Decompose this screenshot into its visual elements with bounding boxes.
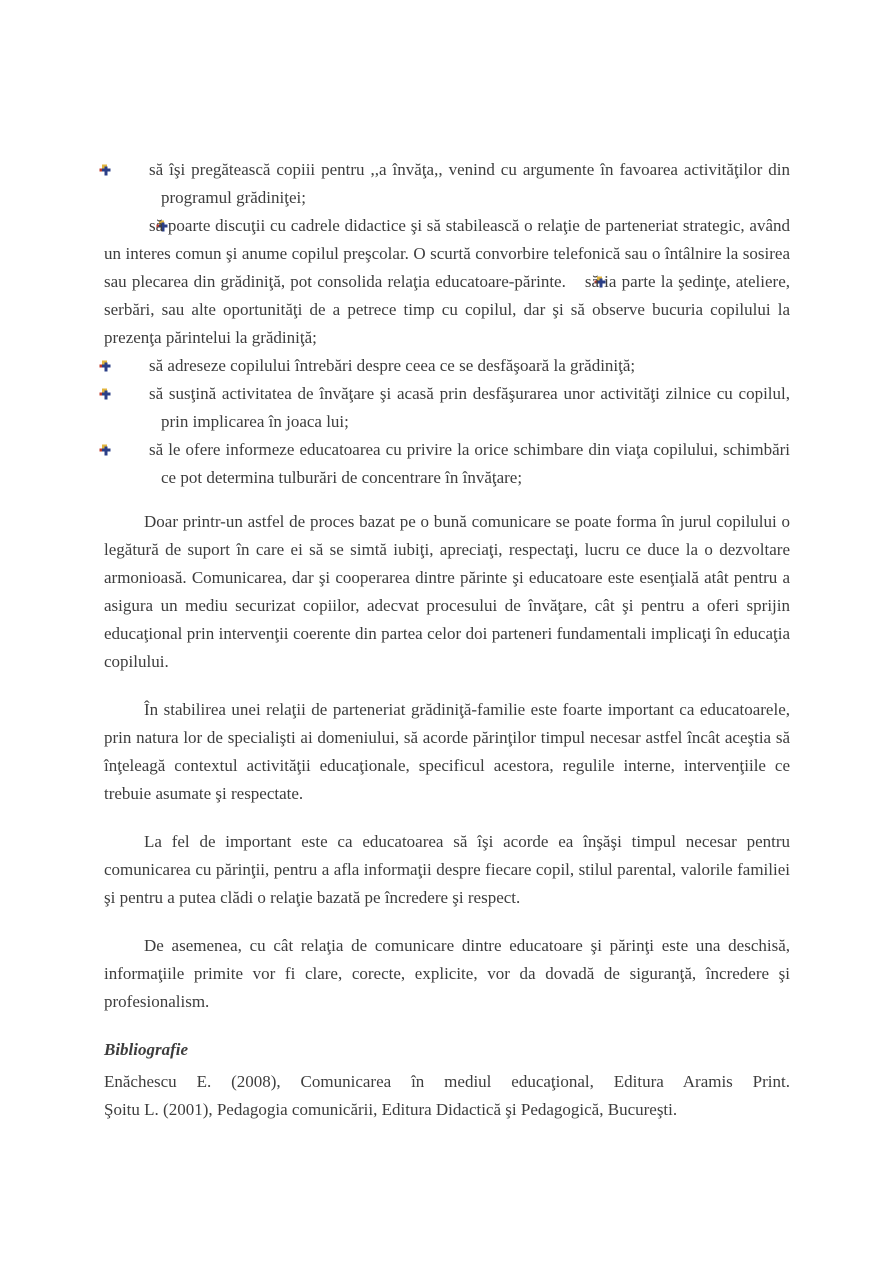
bullet-text: să îşi pregătească copiii pentru ,,a învăţa,, venind cu argumente în favoarea activităţilor din programul grădiniţei;: [149, 160, 790, 207]
bibliography-entry: Şoitu L. (2001), Pedagogia comunicării, Editura Didactică şi Pedagogică, Bucureşti.: [104, 1100, 678, 1119]
body-paragraph: La fel de important este ca educatoarea să îşi acorde ea înşăşi timpul necesar pentru comunicarea cu părinţii, pentru a afla informaţii despre fiecare copil, stilul parental, valorile familiei şi pentru a putea clădi o relaţie bazată pe încredere şi respect.: [104, 832, 790, 907]
colored-plus-bullet-icon: [130, 353, 142, 365]
colored-plus-bullet-icon: [130, 157, 142, 169]
bibliography-entry: Enăchescu E. (2008), Comunicarea în mediul educaţional, Editura Aramis Print.: [104, 1072, 790, 1091]
bullet-item: [104, 352, 790, 380]
colored-plus-bullet-icon: [568, 269, 580, 281]
bullet-item: [104, 380, 790, 436]
bullet-item: [104, 156, 790, 212]
bullet-item: [104, 212, 790, 352]
bullet-text: să poarte discuţii cu cadrele didactice şi să stabilească o relaţie de parteneriat strategic, având un interes comun şi anume copilul preşcolar. O scurtă convorbire telefonică sau o întâlnire la sosirea sau plecarea din grădiniţă, pot consolida relaţia educatoare-părinte.: [104, 216, 790, 291]
body-paragraph: Doar printr-un astfel de proces bazat pe o bună comunicare se poate forma în jurul copilului o legătură de suport în care ei să se simtă iubiţi, apreciaţi, respectaţi, lucru ce duce la o dezvoltare armonioasă. Comunicarea, dar şi cooperarea dintre părinte şi educatoare este esenţială atât pentru a asigura un mediu securizat copiilor, adecvat procesului de învăţare, cât şi pentru a oferi sprijin educaţional prin intervenţii coerente din partea celor doi parteneri fundamentali implicaţi în educaţia copilului.: [104, 512, 790, 671]
colored-plus-bullet-icon: [130, 437, 142, 449]
bullet-text: să adreseze copilului întrebări despre ceea ce se desfăşoară la grădiniţă;: [149, 356, 636, 375]
body-paragraph: În stabilirea unei relaţii de parteneriat grădiniţă-familie este foarte important ca educatoarele, prin natura lor de specialişti ai domeniului, să acorde părinţilor timpul necesar astfel încât aceştia să înţeleagă contextul activităţii educaţionale, specificul acestora, regulile interne, intervenţiile ce trebuie asumate şi respectate.: [104, 700, 790, 803]
bibliography-heading: Bibliografie: [104, 1040, 189, 1059]
bullet-text: să susţină activitatea de învăţare şi acasă prin desfăşurarea unor activităţi zilnice cu copilul, prin implicarea în joaca lui;: [149, 384, 790, 431]
bullet-item: [104, 436, 790, 492]
bullet-list: [104, 156, 790, 492]
colored-plus-bullet-icon: [130, 381, 142, 393]
colored-plus-bullet-icon: [130, 213, 142, 225]
body-paragraph: De asemenea, cu cât relaţia de comunicare dintre educatoare şi părinţi este una deschisă, informaţiile primite vor fi clare, corecte, explicite, vor da dovadă de siguranţă, încredere şi profesionalism.: [104, 936, 790, 1011]
bullet-text: să ia parte la şedinţe, ateliere, serbări, sau alte oportunităţi de a petrece timp cu copilul, dar şi să observe bucuria copilului la prezenţa părintelui la grădiniţă;: [104, 272, 790, 347]
bullet-text: să le ofere informeze educatoarea cu privire la orice schimbare din viaţa copilului, schimbări ce pot determina tulburări de concentrare în învăţare;: [149, 440, 790, 487]
